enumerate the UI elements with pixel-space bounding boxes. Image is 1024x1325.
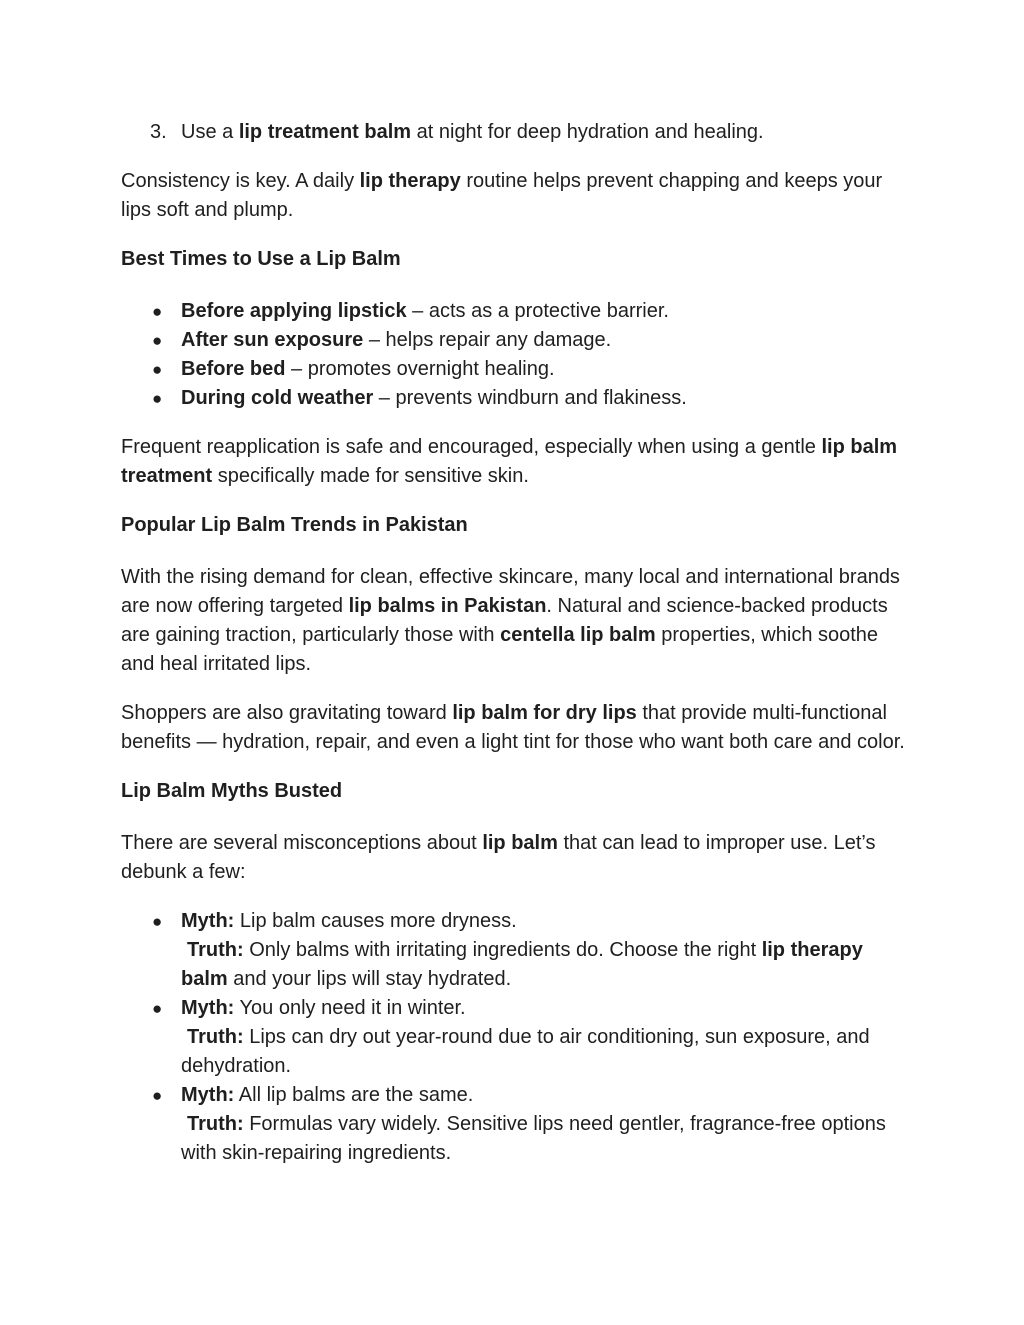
item-text: – prevents windburn and flakiness. [373,387,687,409]
bullet-icon: ● [152,999,163,1018]
truth-label: Truth: [187,1026,244,1048]
paragraph-shoppers [121,699,911,757]
item-text: – helps repair any damage. [363,329,612,351]
paragraph-trends [121,563,911,679]
myth-label: Myth: [181,910,235,932]
item-bold-text: During cold weather [181,387,374,409]
para-text: Consistency is key. A daily [121,170,360,192]
list-item [121,326,911,355]
myth-item [121,1081,911,1168]
myth-item [121,907,911,994]
paragraph-myths-intro [121,829,911,887]
bullet-icon: ● [152,360,163,379]
paragraph-reapplication [121,433,911,491]
list-item [121,297,911,326]
heading-myths: Lip Balm Myths Busted [121,780,343,802]
truth-text: Formulas vary widely. Sensitive lips need gentler, fragrance-free options with skin-repairing ingredients. [181,1113,886,1164]
para-text: routine helps prevent chapping and keeps your lips soft and plump. [121,170,883,221]
item-bold-text: After sun exposure [181,329,364,351]
truth-line [181,1023,911,1081]
truth-text: Lips can dry out year-round due to air conditioning, sun exposure, and dehydration. [181,1026,870,1077]
truth-line [181,1110,911,1168]
para-text: specifically made for sensitive skin. [212,465,529,487]
truth-bold-text: lip therapy balm [181,939,863,990]
para-text: With the rising demand for clean, effective skincare, many local and international brands are now offering targeted [121,566,900,617]
truth-label: Truth: [187,939,244,961]
myth-label: Myth: [181,1084,235,1106]
myth-text: Lip balm causes more dryness. [234,910,517,932]
para-bold-text: lip balm for dry lips [452,702,637,724]
para-text: There are several misconceptions about [121,832,483,854]
heading-trends: Popular Lip Balm Trends in Pakistan [121,514,468,536]
para-bold-text: centella lip balm [500,624,656,646]
item-bold-text: lip treatment balm [238,121,412,143]
para-text: Frequent reapplication is safe and encouraged, especially when using a gentle [121,436,822,458]
para-bold-text: lip therapy [359,170,461,192]
para-text: properties, which soothe and heal irritated lips. [121,624,879,675]
item-text: Use a [181,121,239,143]
truth-text: and your lips will stay hydrated. [227,968,512,990]
item-bold-text: Before applying lipstick [181,300,407,322]
item-text: – acts as a protective barrier. [406,300,669,322]
paragraph-consistency [121,167,911,225]
list-item [121,384,911,413]
bullet-icon: ● [152,1086,163,1105]
bullet-icon: ● [152,331,163,350]
numbered-list-item [121,118,911,147]
para-text: Shoppers are also gravitating toward [121,702,453,724]
item-text: at night for deep hydration and healing. [411,121,764,143]
para-text: that provide multi-functional benefits — hydration, repair, and even a light tint for those who want both care and color. [121,702,905,753]
para-text: . Natural and science-backed products are gaining traction, particularly those with [121,595,888,646]
document-page [121,118,911,1188]
myth-label: Myth: [181,997,235,1019]
para-bold-text: lip balm [482,832,558,854]
truth-text: Only balms with irritating ingredients do. Choose the right [243,939,762,961]
bullet-icon: ● [152,912,163,931]
list-number: 3. [150,121,167,143]
truth-line [181,936,911,994]
para-bold-text: lip balm treatment [121,436,898,487]
heading-best-times: Best Times to Use a Lip Balm [121,248,401,270]
item-text: – promotes overnight healing. [285,358,555,380]
para-text: that can lead to improper use. Let’s debunk a few: [121,832,876,883]
myths-list [121,907,911,1168]
truth-label: Truth: [187,1113,244,1135]
bullet-icon: ● [152,302,163,321]
myth-text: All lip balms are the same. [234,1084,474,1106]
para-bold-text: lip balms in Pakistan [348,595,547,617]
myth-item [121,994,911,1081]
item-bold-text: Before bed [181,358,286,380]
list-item [121,355,911,384]
best-times-list [121,297,911,413]
myth-text: You only need it in winter. [234,997,466,1019]
bullet-icon: ● [152,389,163,408]
